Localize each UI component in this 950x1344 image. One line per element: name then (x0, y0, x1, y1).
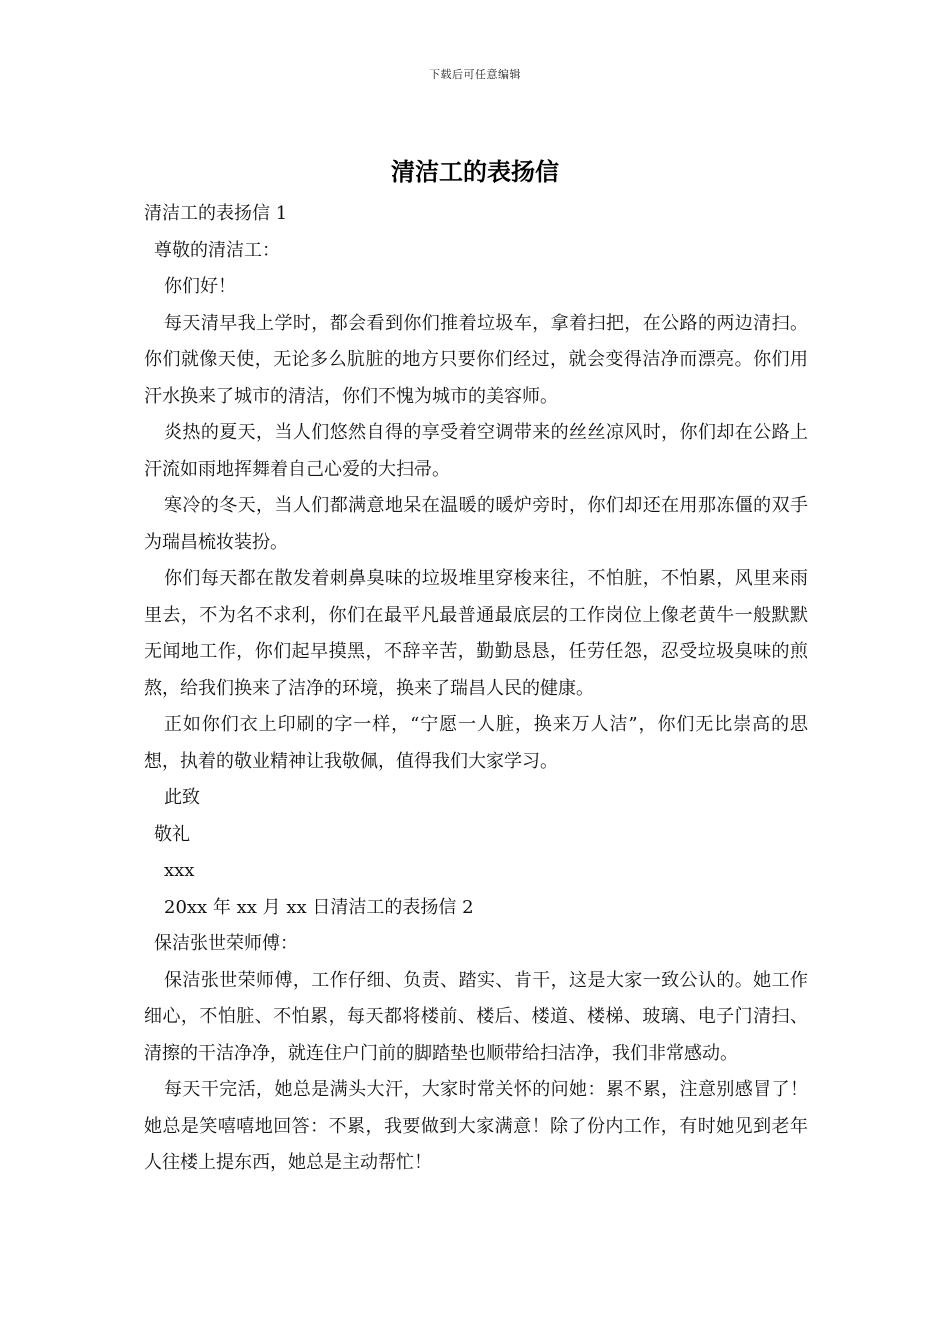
letter1-heading: 清洁工的表扬信 1 (144, 203, 288, 224)
letter1-signature: xxx (164, 860, 195, 881)
letter1-salutation: 尊敬的清洁工： (154, 239, 280, 261)
header-note: 下载后可任意编辑 (429, 68, 521, 81)
letter1-paragraph-3: 寒冷的冬天，当人们都满意地呆在温暖的暖炉旁时，你们却还在用那冻僵的双手为瑞昌梳妆装扮。 (144, 495, 808, 553)
letter2-salutation: 保洁张世荣师傅： (154, 933, 298, 954)
letter1-greeting: 你们好！ (164, 276, 236, 297)
letter1-paragraph-2: 炎热的夏天，当人们悠然自得的享受着空调带来的丝丝凉风时，你们却在公路上汗流如雨地挥舞着自己心爱的大扫帚。 (144, 422, 808, 480)
letter2-paragraph-1: 保洁张世荣师傅，工作仔细、负责、踏实、肯干，这是大家一致公认的。她工作细心，不怕脏、不怕累，每天都将楼前、楼后、楼道、楼梯、玻璃、电子门清扫、清擦的干洁净净，就连住户门前的脚踏垫也顺带给扫洁净，我们非常感动。 (144, 969, 808, 1064)
letter1-paragraph-1: 每天清早我上学时，都会看到你们推着垃圾车，拿着扫把，在公路的两边清扫。你们就像天使，无论多么肮脏的地方只要你们经过，就会变得洁净而漂亮。你们用汗水换来了城市的清洁，你们不愧为城市的美容师。 (144, 312, 808, 407)
letter1-paragraph-4: 你们每天都在散发着刺鼻臭味的垃圾堆里穿梭来往，不怕脏，不怕累，风里来雨里去，不为名不求利，你们在最平凡最普通最底层的工作岗位上像老黄牛一般默默无闻地工作，你们起早摸黑，不辞辛苦，勤勤恳恳，任劳任怨，忍受垃圾臭味的煎熬，给我们换来了洁净的环境，换来了瑞昌人民的健康。 (144, 568, 808, 699)
letter2-paragraph-2: 每天干完活，她总是满头大汗，大家时常关怀的问她：累不累，注意别感冒了！她总是笑嘻嘻地回答：不累，我要做到大家满意！除了份内工作，有时她见到老年人往楼上提东西，她总是主动帮忙！ (144, 1079, 808, 1173)
letter1-closing-2: 敬礼 (154, 823, 190, 845)
document-title: 清洁工的表扬信 (391, 157, 559, 186)
letter1-closing-1: 此致 (164, 787, 200, 808)
document-body (144, 196, 808, 1182)
letter1-date-and-letter2-heading: 20xx 年 xx 月 xx 日清洁工的表扬信 2 (164, 896, 474, 918)
letter1-paragraph-5: 正如你们衣上印刷的字一样，“宁愿一人脏，换来万人洁”，你们无比崇高的思想，执着的敬业精神让我敬佩，值得我们大家学习。 (144, 714, 808, 772)
